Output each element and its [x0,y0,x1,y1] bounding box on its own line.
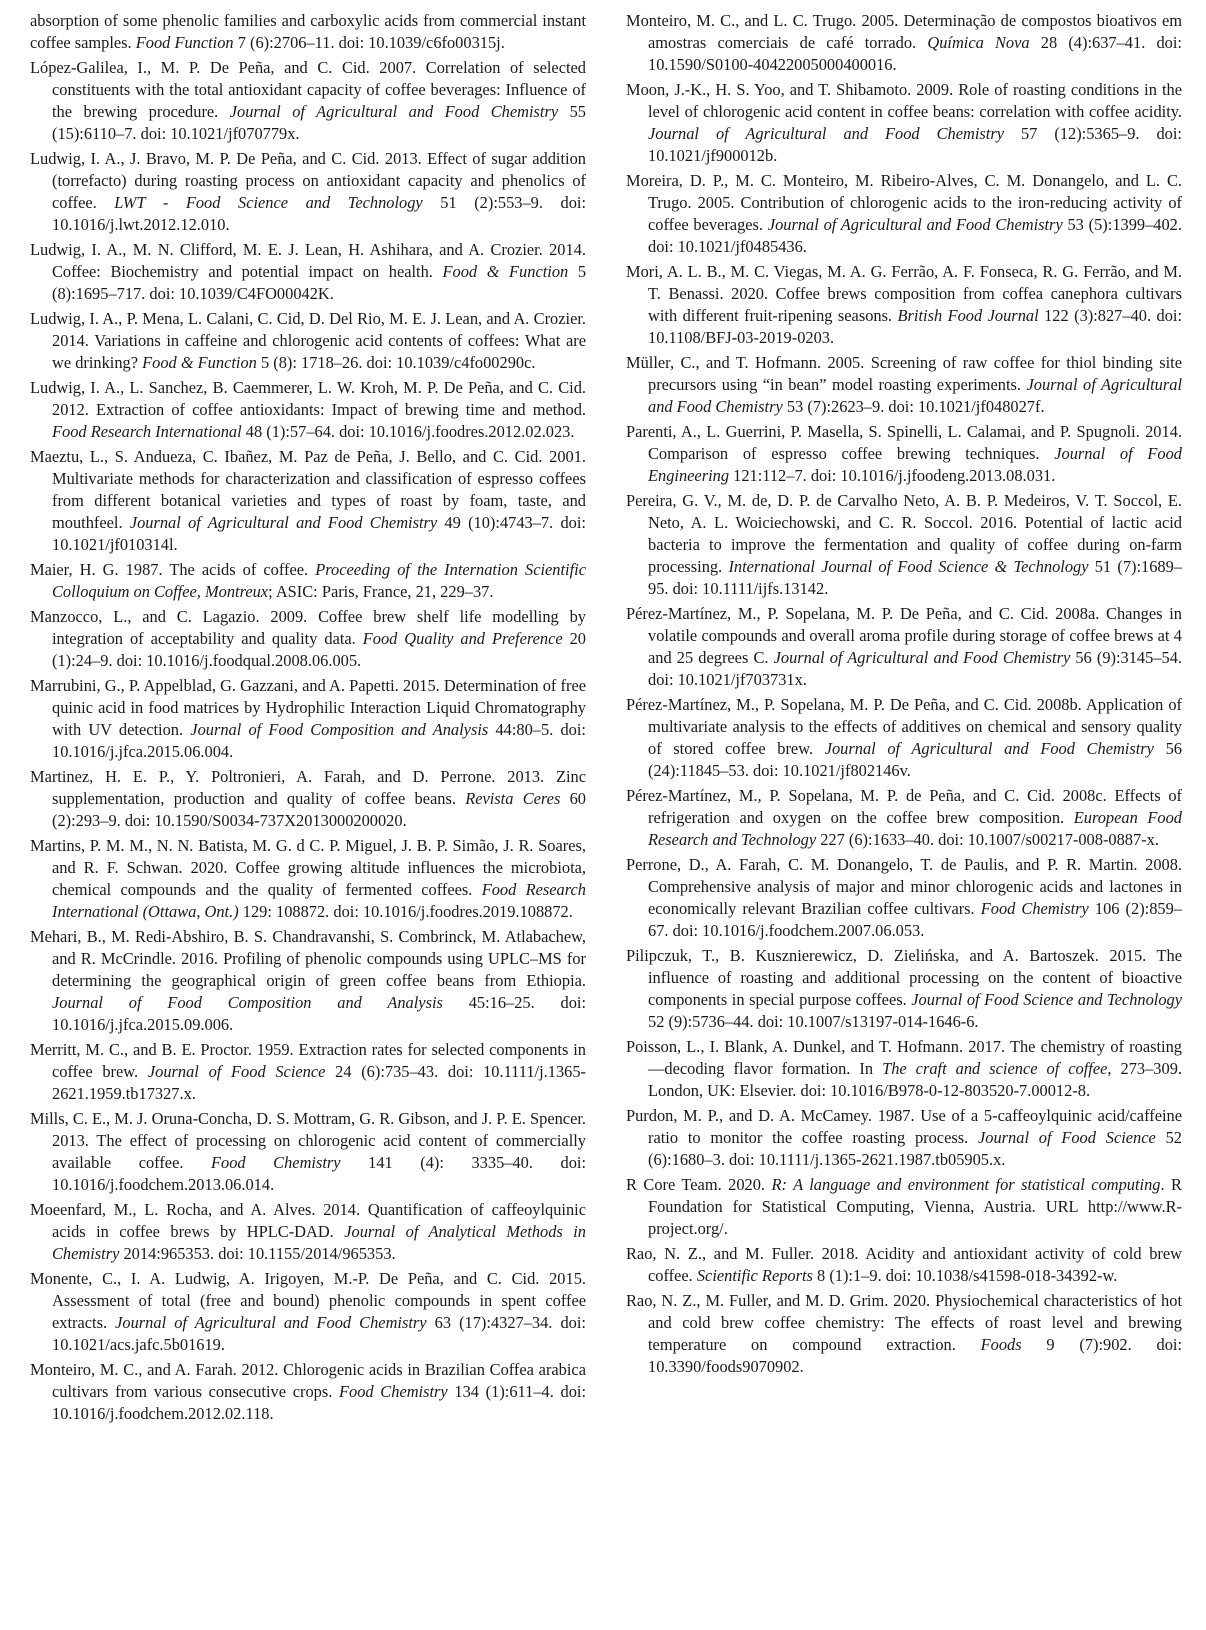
reference-entry: Martinez, H. E. P., Y. Poltronieri, A. Farah, and D. Perrone. 2013. Zinc supplementation, production and quality of coffee beans. Revista Ceres 60 (2):293–9. doi: 10.1590/S0034-737X2013000200020. [30,767,586,830]
left-column [30,10,586,1630]
reference-entry: Pereira, G. V., M. de, D. P. de Carvalho Neto, A. B. P. Medeiros, V. T. Soccol, E. Neto, A. L. Woiciechowski, and C. R. Soccol. 2016. Potential of lactic acid bacteria to improve the fermentation and quality of coffee during on-farm processing. International Journal of Food Science & Technology 51 (7):1689–95. doi: 10.1111/ijfs.13142. [626,491,1183,598]
reference-entry: Maeztu, L., S. Andueza, C. Ibañez, M. Paz de Peña, J. Bello, and C. Cid. 2001. Multivariate methods for characterization and classification of espresso coffees from different botanical varieties and types of roast by foam, taste, and mouthfeel. Journal of Agricultural and Food Chemistry 49 (10):4743–7. doi: 10.1021/jf010314l. [30,447,586,554]
reference-entry: Ludwig, I. A., L. Sanchez, B. Caemmerer, L. W. Kroh, M. P. De Peña, and C. Cid. 2012. Extraction of coffee antioxidants: Impact of brewing time and method. Food Research International 48 (1):57–64. doi: 10.1016/j.foodres.2012.02.023. [30,378,586,441]
reference-entry: Marrubini, G., P. Appelblad, G. Gazzani, and A. Papetti. 2015. Determination of free quinic acid in food matrices by Hydrophilic Interaction Liquid Chromatography with UV detection. Journal of Food Composition and Analysis 44:80–5. doi: 10.1016/j.jfca.2015.06.004. [30,676,586,761]
reference-entry: Mehari, B., M. Redi-Abshiro, B. S. Chandravanshi, S. Combrinck, M. Atlabachew, and R. McCrindle. 2016. Profiling of phenolic compounds using UPLC–MS for determining the geographical origin of green coffee beans from Ethiopia. Journal of Food Composition and Analysis 45:16–25. doi: 10.1016/j.jfca.2015.09.006. [30,927,586,1034]
reference-entry: Martins, P. M. M., N. N. Batista, M. G. d C. P. Miguel, J. B. P. Simão, J. R. Soares, and R. F. Schwan. 2020. Coffee growing altitude influences the microbiota, chemical compounds and the quality of fermented coffees. Food Research International (Ottawa, Ont.) 129: 108872. doi: 10.1016/j.foodres.2019.108872. [30,836,586,921]
reference-entry: Pérez-Martínez, M., P. Sopelana, M. P. De Peña, and C. Cid. 2008a. Changes in volatile compounds and overall aroma profile during storage of coffee brews at 4 and 25 degrees C. Journal of Agricultural and Food Chemistry 56 (9):3145–54. doi: 10.1021/jf703731x. [626,604,1183,689]
reference-entry: Moreira, D. P., M. C. Monteiro, M. Ribeiro-Alves, C. M. Donangelo, and L. C. Trugo. 2005. Contribution of chlorogenic acids to the iron-reducing activity of coffee beverages. Journal of Agricultural and Food Chemistry 53 (5):1399–402. doi: 10.1021/jf0485436. [626,171,1182,256]
reference-entry: López-Galilea, I., M. P. De Peña, and C. Cid. 2007. Correlation of selected constituents with the total antioxidant capacity of coffee beverages: Influence of the brewing procedure. Journal of Agricultural and Food Chemistry 55 (15):6110–7. doi: 10.1021/jf070779x. [30,58,586,143]
reference-entry: Ludwig, I. A., P. Mena, L. Calani, C. Cid, D. Del Rio, M. E. J. Lean, and A. Crozier. 2014. Variations in caffeine and chlorogenic acid contents of coffees: What are we drinking? Food & Function 5 (8): 1718–26. doi: 10.1039/c4fo00290c. [30,309,586,372]
reference-entry: Maier, H. G. 1987. The acids of coffee. Proceeding of the Internation Scientific Colloquium on Coffee, Montreux; ASIC: Paris, France, 21, 229–37. [30,560,586,601]
reference-entry: Ludwig, I. A., M. N. Clifford, M. E. J. Lean, H. Ashihara, and A. Crozier. 2014. Coffee: Biochemistry and potential impact on health. Food & Function 5 (8):1695–717. doi: 10.1039/C4FO00042K. [30,240,587,303]
reference-entry: Ludwig, I. A., J. Bravo, M. P. De Peña, and C. Cid. 2013. Effect of sugar addition (torrefacto) during roasting process on antioxidant capacity and phenolics of coffee. LWT - Food Science and Technology 51 (2):553–9. doi: 10.1016/j.lwt.2012.12.010. [30,149,586,234]
reference-entry: Merritt, M. C., and B. E. Proctor. 1959. Extraction rates for selected components in coffee brew. Journal of Food Science 24 (6):735–43. doi: 10.1111/j.1365-2621.1959.tb17327.x. [30,1040,586,1103]
reference-entry: Monteiro, M. C., and L. C. Trugo. 2005. Determinação de compostos bioativos em amostras comerciais de café torrado. Química Nova 28 (4):637–41. doi: 10.1590/S0100-40422005000400016. [626,11,1182,74]
reference-entry: Monente, C., I. A. Ludwig, A. Irigoyen, M.-P. De Peña, and C. Cid. 2015. Assessment of total (free and bound) phenolic compounds in spent coffee extracts. Journal of Agricultural and Food Chemistry 63 (17):4327–34. doi: 10.1021/acs.jafc.5b01619. [30,1269,586,1354]
reference-entry: Mills, C. E., M. J. Oruna-Concha, D. S. Mottram, G. R. Gibson, and J. P. E. Spencer. 2013. The effect of processing on chlorogenic acid content of commercially available coffee. Food Chemistry 141 (4): 3335–40. doi: 10.1016/j.foodchem.2013.06.014. [30,1109,587,1194]
reference-entry: Müller, C., and T. Hofmann. 2005. Screening of raw coffee for thiol binding site precursors using “in bean” model roasting experiments. Journal of Agricultural and Food Chemistry 53 (7):2623–9. doi: 10.1021/jf048027f. [626,353,1182,416]
reference-entry: Moeenfard, M., L. Rocha, and A. Alves. 2014. Quantification of caffeoylquinic acids in coffee brews by HPLC-DAD. Journal of Analytical Methods in Chemistry 2014:965353. doi: 10.1155/2014/965353. [30,1200,586,1263]
reference-entry: Pilipczuk, T., B. Kusznierewicz, D. Zielińska, and A. Bartoszek. 2015. The influence of roasting and additional processing on the content of bioactive components in special purpose coffees. Journal of Food Science and Technology 52 (9):5736–44. doi: 10.1007/s13197-014-1646-6. [626,946,1183,1031]
reference-entry: Pérez-Martínez, M., P. Sopelana, M. P. De Peña, and C. Cid. 2008b. Application of multivariate analysis to the effects of additives on chemical and sensory quality of stored coffee brew. Journal of Agricultural and Food Chemistry 56 (24):11845–53. doi: 10.1021/jf802146v. [626,695,1182,780]
reference-entry: Monteiro, M. C., and A. Farah. 2012. Chlorogenic acids in Brazilian Coffea arabica cultivars from various consecutive crops. Food Chemistry 134 (1):611–4. doi: 10.1016/j.foodchem.2012.02.118. [30,1360,587,1423]
reference-entry: Mori, A. L. B., M. C. Viegas, M. A. G. Ferrão, A. F. Fonseca, R. G. Ferrão, and M. T. Benassi. 2020. Coffee brews composition from coffea canephora cultivars with different fruit-ripening seasons. British Food Journal 122 (3):827–40. doi: 10.1108/BFJ-03-2019-0203. [626,262,1182,347]
reference-entry: Rao, N. Z., and M. Fuller. 2018. Acidity and antioxidant activity of cold brew coffee. Scientific Reports 8 (1):1–9. doi: 10.1038/s41598-018-34392-w. [626,1244,1182,1285]
reference-entry: Parenti, A., L. Guerrini, P. Masella, S. Spinelli, L. Calamai, and P. Spugnoli. 2014. Comparison of espresso coffee brewing techniques. Journal of Food Engineering 121:112–7. doi: 10.1016/j.jfoodeng.2013.08.031. [626,422,1183,485]
reference-entry: absorption of some phenolic families and carboxylic acids from commercial instant coffee samples. Food Function 7 (6):2706–11. doi: 10.1039/c6fo00315j. [30,11,586,52]
reference-entry: Purdon, M. P., and D. A. McCamey. 1987. Use of a 5-caffeoylquinic acid/caffeine ratio to monitor the coffee roasting process. Journal of Food Science 52 (6):1680–3. doi: 10.1111/j.1365-2621.1987.tb05905.x. [626,1106,1182,1169]
right-column [626,10,1182,1630]
reference-entry: Rao, N. Z., M. Fuller, and M. D. Grim. 2020. Physiochemical characteristics of hot and cold brew coffee chemistry: The effects of roast level and brewing temperature on compound extraction. Foods 9 (7):902. doi: 10.3390/foods9070902. [626,1291,1183,1376]
reference-entry: Perrone, D., A. Farah, C. M. Donangelo, T. de Paulis, and P. R. Martin. 2008. Comprehensive analysis of major and minor chlorogenic acids and lactones in economically relevant Brazilian coffee cultivars. Food Chemistry 106 (2):859–67. doi: 10.1016/j.foodchem.2007.06.053. [626,855,1182,940]
reference-entry: Poisson, L., I. Blank, A. Dunkel, and T. Hofmann. 2017. The chemistry of roasting—decoding flavor formation. In The craft and science of coffee, 273–309. London, UK: Elsevier. doi: 10.1016/B978-0-12-803520-7.00012-8. [626,1037,1182,1100]
reference-entry: Manzocco, L., and C. Lagazio. 2009. Coffee brew shelf life modelling by integration of acceptability and quality data. Food Quality and Preference 20 (1):24–9. doi: 10.1016/j.foodqual.2008.06.005. [30,607,586,670]
reference-entry: Moon, J.-K., H. S. Yoo, and T. Shibamoto. 2009. Role of roasting conditions in the level of chlorogenic acid content in coffee beans: correlation with coffee acidity. Journal of Agricultural and Food Chemistry 57 (12):5365–9. doi: 10.1021/jf900012b. [626,80,1182,165]
reference-entry: R Core Team. 2020. R: A language and environment for statistical computing. R Foundation for Statistical Computing, Vienna, Austria. URL http://www.R-project.org/. [626,1175,1182,1238]
reference-entry: Pérez-Martínez, M., P. Sopelana, M. P. de Peña, and C. Cid. 2008c. Effects of refrigeration and oxygen on the coffee brew composition. European Food Research and Technology 227 (6):1633–40. doi: 10.1007/s00217-008-0887-x. [626,786,1183,849]
